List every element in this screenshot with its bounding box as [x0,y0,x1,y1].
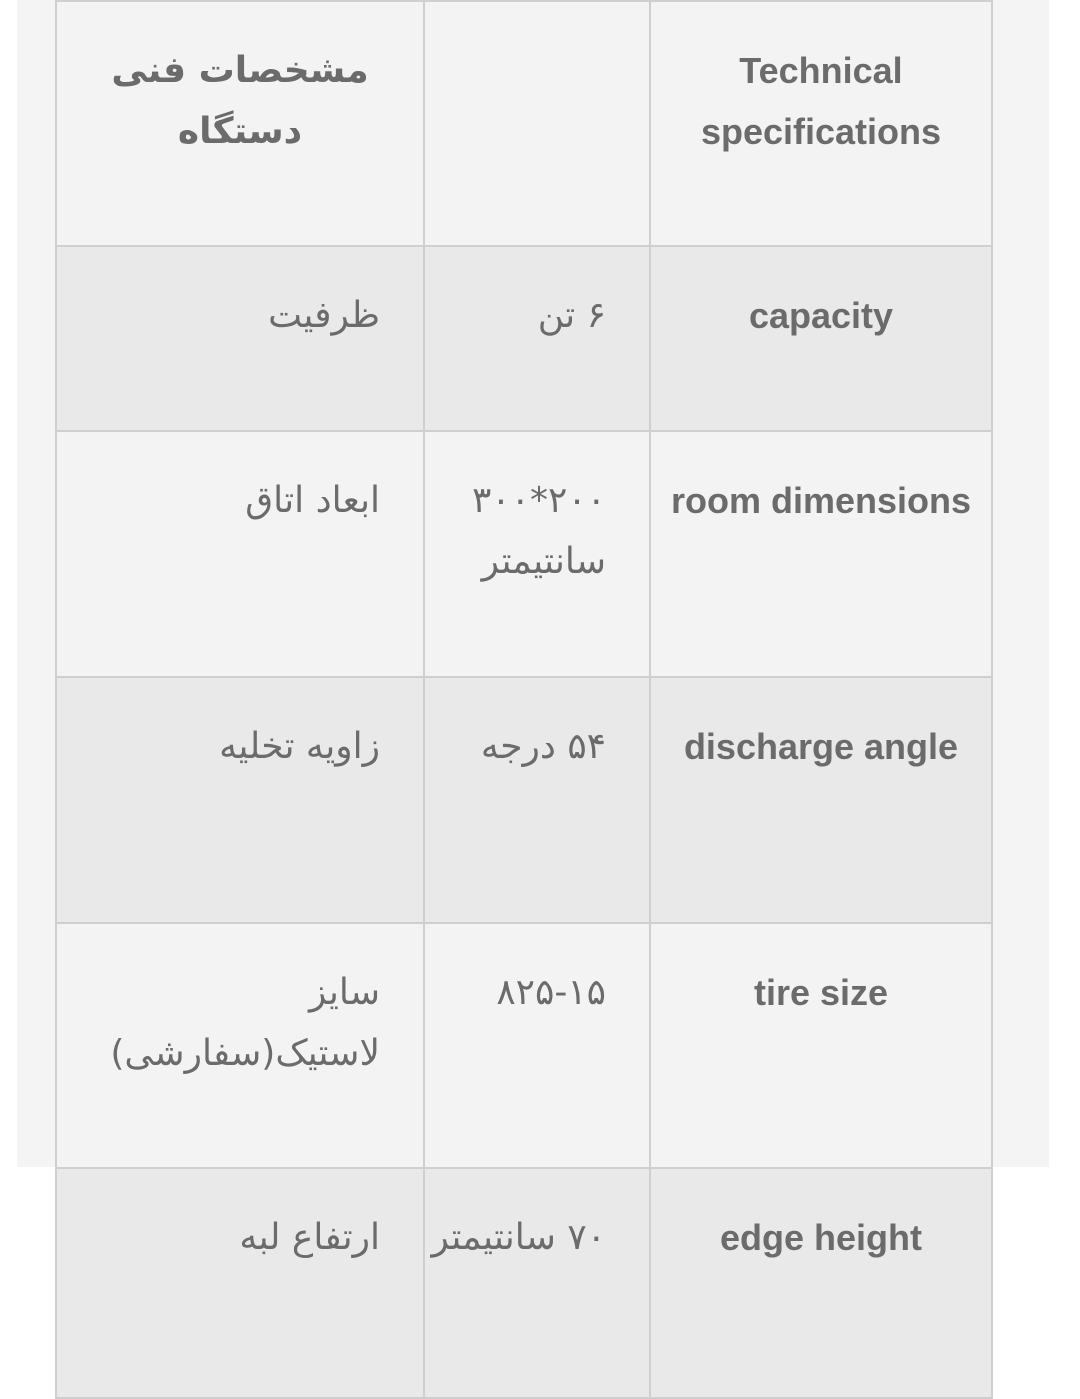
header-cell-value [424,1,650,246]
row-label-persian-text: ابعاد اتاق [245,480,380,521]
table-header-row [56,1,992,246]
row-label-english-text: capacity [748,295,894,336]
header-cell-persian [56,1,424,246]
row-label-persian-text: سایز لاستیک(سفارشی) [110,972,380,1074]
row-label-persian [56,1168,424,1398]
row-label-english-text: tire size [753,972,889,1013]
row-label-english [650,923,992,1168]
table-row [56,923,992,1168]
row-label-persian-text: ارتفاع لبه [239,1217,380,1258]
row-value-text: ۶ تن [537,295,606,336]
table-row [56,246,992,431]
row-value [424,246,650,431]
table-row [56,431,992,677]
header-cell-english [650,1,992,246]
header-english-text: Technical specifications [700,50,942,152]
row-label-persian-text: ظرفیت [268,295,380,336]
specifications-table [55,0,993,1399]
row-label-persian [56,677,424,923]
row-label-english [650,1168,992,1398]
row-label-persian-text: زاویه تخلیه [219,726,380,767]
row-label-persian [56,431,424,677]
row-label-english-text: room dimensions [670,480,972,521]
row-value-text: ۵۴ درجه [480,726,606,767]
row-label-persian [56,246,424,431]
header-persian-text: مشخصات فنی دستگاه [111,50,369,152]
row-label-english [650,431,992,677]
row-value-text: ۷۰ سانتیمتر [431,1217,606,1258]
row-label-english [650,246,992,431]
row-value [424,677,650,923]
row-value-text: ۸۲۵-۱۵ [496,972,606,1013]
row-value [424,431,650,677]
row-value [424,1168,650,1398]
row-label-english-text: discharge angle [683,726,959,767]
row-label-english-text: edge height [719,1217,922,1258]
table-row [56,677,992,923]
table-row [56,1168,992,1398]
row-value-text: ۲۰۰*۳۰۰ سانتیمتر [471,480,606,582]
row-value [424,923,650,1168]
row-label-english [650,677,992,923]
row-label-persian [56,923,424,1168]
